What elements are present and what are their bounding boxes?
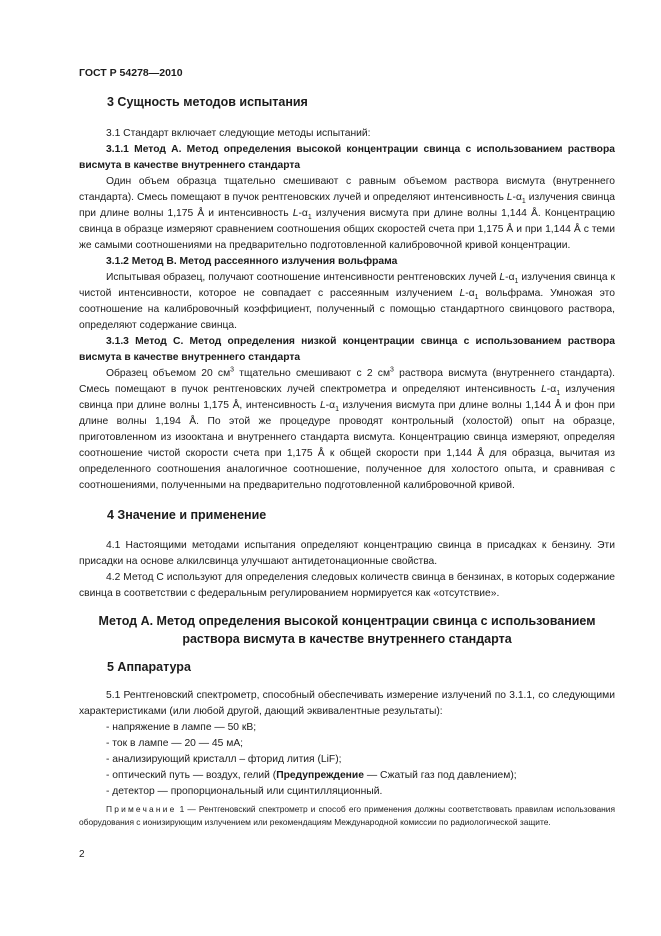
section-4-paragraph-2: 4.2 Метод С используют для определения следовых количеств свинца в бензинах, в которых содержание свинца в соответствии с федеральным регулированием нормируется как «отсутствие».	[79, 572, 615, 599]
list-item: - ток в лампе — 20 — 45 мА;	[106, 738, 244, 749]
list-item: - оптический путь — воздух, гелий (Предупреждение — Сжатый газ под давлением);	[106, 770, 517, 781]
section-5-heading: 5 Аппаратура	[107, 660, 191, 674]
section-5-paragraph-1: 5.1 Рентгеновский спектрометр, способный обеспечивать измерение излучений по 3.1.1, со следующими характеристиками (или любой другой, дающий эквивалентные результаты):	[79, 690, 615, 717]
section-4-heading: 4 Значение и применение	[107, 508, 267, 522]
note-1	[79, 803, 615, 828]
section-3-intro: 3.1 Стандарт включает следующие методы испытаний:	[106, 128, 371, 139]
section-4-paragraph-1: 4.1 Настоящими методами испытания определяют концентрацию свинца в присадках к бензину. Эти присадки на основе алкилсвинца улучшают антидетонационные свойства.	[79, 540, 615, 567]
list-item: - анализирующий кристалл – фторид лития (LiF);	[106, 754, 342, 765]
page-number: 2	[79, 849, 85, 860]
method-a-title: Метод А. Метод определения высокой концентрации свинца с использованием раствора висмута в качестве внутреннего стандарта	[98, 614, 596, 646]
list-item: - напряжение в лампе — 50 кВ;	[106, 722, 257, 733]
note-text: 1 — Рентгеновский спектрометр и способ его применения должны соответствовать правилам использования оборудования с ионизирующим излучением или рекомендациям Международной комиссии по радиологической защите.	[79, 804, 615, 827]
list-item: - детектор — пропорциональный или сцинтилляционный.	[106, 786, 383, 797]
note-label: Примечание	[106, 804, 177, 814]
method-c-paragraph: Образец объемом 20 $см^3$ тщательно смешивают с 2 $см^3$ раствора висмута (внутреннего стандарта). Смесь помещают в пучок рентгеновских лучей спектрометра и определяют интенсивность $L-\alpha_1$ излучения свинца при длине волны 1,175 Å, интенсивность $L-\alpha_1$ излучения висмута при длине волны 1,144 Å и фон при длине волны 1,194 Å. По этой же процедуре проводят контрольный (холостой) опыт на образце, приготовленном из изооктана и внутреннего стандарта висмута. Концентрацию свинца измеряют, определяя соотношение чистой скорости счета при 1,175 Å к общей скорости при 1,144 Å для образца, вычитая из определенного соотношения аналогичное соотношение, полученное для холостого опыта, и сравнивая с соотношениями, полученными на предварительно подготовленной калибровочной кривой.	[79, 366, 616, 491]
section-3-body	[79, 126, 615, 494]
document-code: ГОСТ Р 54278—2010	[79, 67, 183, 79]
section-3-heading: 3 Сущность методов испытания	[107, 95, 308, 109]
section-5-body	[79, 688, 615, 800]
method-b-subtitle: 3.1.2 Метод В. Метод рассеянного излучения вольфрама	[106, 256, 398, 267]
spectrometer-characteristics-list	[79, 720, 615, 800]
method-a-paragraph: Один объем образца тщательно смешивают с равным объемом раствора висмута (внутреннего стандарта). Смесь помещают в пучок рентгеновских лучей и определяют интенсивность $L-\alpha_1$ излучения свинца при длине волны 1,175 Å и интенсивность $L-\alpha_1$ излучения висмута при длине волны 1,144 Å. Концентрацию свинца в образце измеряют сравнением соотношения общих скоростей счета при 1,175 Å и при 1,144 Å с теми же самыми соотношениями на предварительно подготовленной калибровочной кривой концентрации.	[79, 176, 615, 251]
method-a-subtitle: 3.1.1 Метод А. Метод определения высокой концентрации свинца с использованием раствора висмута в качестве внутреннего стандарта	[79, 144, 615, 171]
method-c-subtitle: 3.1.3 Метод С. Метод определения низкой концентрации свинца с использованием раствора висмута в качестве внутреннего стандарта	[79, 336, 615, 363]
method-b-paragraph: Испытывая образец, получают соотношение интенсивности рентгеновских лучей $L-\alpha_1$ излучения свинца к чистой интенсивности, которое не совпадает с рассеянным излучением $L-\alpha_1$ вольфрама. Умножая это соотношение на калибровочный коэффициент, полученный с помощью стандартного свинцового раствора, определяют содержание свинца.	[79, 272, 615, 331]
section-4-body	[79, 538, 615, 602]
